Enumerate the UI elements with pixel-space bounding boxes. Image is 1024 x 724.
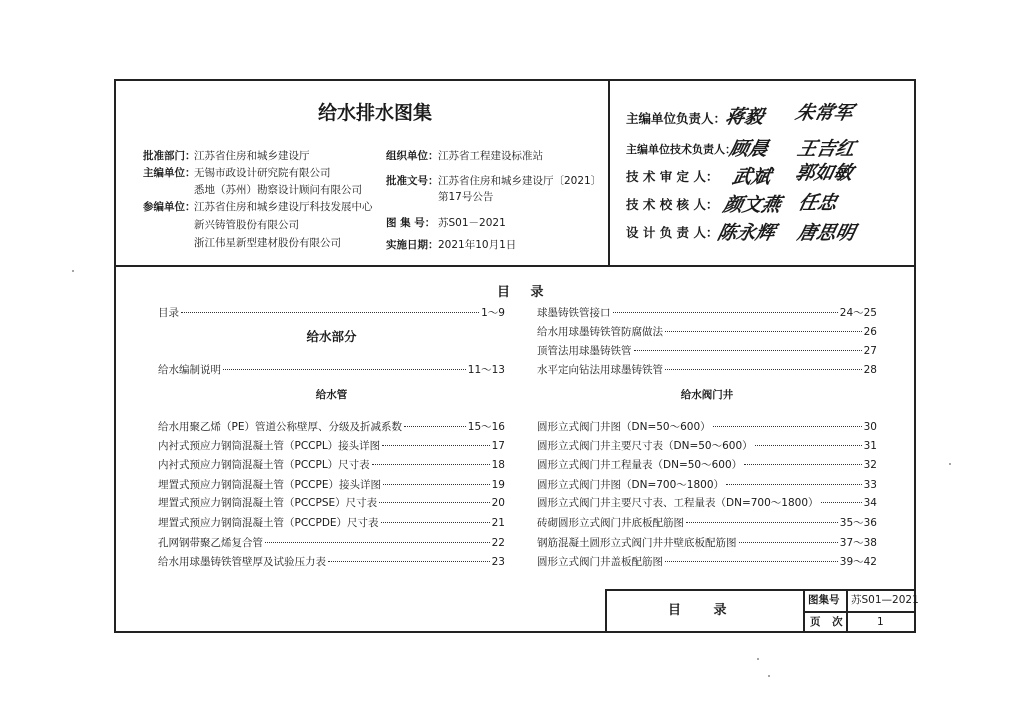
toc-entry-page: 19 [491, 479, 505, 491]
approval-doc-label: 批准文号： [386, 175, 439, 187]
signature-1a: 蒋毅 [723, 106, 767, 128]
toc-leader-dots [404, 426, 466, 427]
chief-unit-label: 主编单位： [143, 167, 196, 179]
toc-entry-page: 22 [491, 537, 505, 549]
toc-entry-label: 圆形立式阀门井盖板配筋图 [537, 556, 663, 568]
toc-entry-page: 39～42 [839, 556, 877, 568]
chief-unit-1: 无锡市政设计研究院有限公司 [194, 167, 331, 179]
toc-leader-dots [181, 312, 479, 313]
toc-leader-dots [328, 561, 490, 562]
toc-leader-dots [372, 464, 490, 465]
toc-entry-label: 圆形立式阀门井主要尺寸表、工程量表（DN=700～1800） [537, 497, 819, 509]
toc-leader-dots [383, 484, 490, 485]
toc-entry [158, 479, 505, 491]
toc-entry-label: 孔网钢带聚乙烯复合管 [158, 537, 263, 549]
signature-5b: 唐思明 [795, 222, 858, 244]
toc-entry-page: 31 [863, 440, 877, 452]
toc-entry-page: 1～9 [481, 307, 505, 319]
atlas-no-value: 苏S01－2021 [438, 217, 506, 229]
toc-leader-dots [665, 331, 862, 332]
toc-entry-page: 37～38 [839, 537, 877, 549]
impl-date-label: 实施日期： [386, 239, 439, 251]
toc-entry-page: 11～13 [467, 364, 505, 376]
toc-entry [537, 326, 877, 338]
impl-date-value: 2021年10月1日 [438, 239, 517, 251]
toc-leader-dots [739, 542, 838, 543]
toc-entry [158, 364, 505, 376]
participant-3: 浙江伟星新型建材股份有限公司 [194, 237, 341, 249]
toc-entry [158, 497, 505, 509]
toc-entry [158, 517, 505, 529]
toc-entry-label: 埋置式预应力钢筒混凝土管（PCCPSE）尺寸表 [158, 497, 378, 509]
toc-entry-page: 21 [491, 517, 505, 529]
signature-2a: 顾晨 [727, 138, 771, 160]
chief-unit-2: 悉地（苏州）勘察设计顾问有限公司 [194, 184, 362, 196]
signature-3a: 武斌 [730, 166, 774, 188]
toc-leader-dots [265, 542, 490, 543]
toc-leader-dots [223, 369, 466, 370]
toc-entry [537, 556, 877, 568]
toc-entry [537, 497, 877, 509]
toc-entry [158, 556, 505, 568]
scan-speck [949, 463, 951, 465]
participant-2: 新兴铸管股份有限公司 [194, 219, 299, 231]
toc-entry [537, 440, 877, 452]
responsible-role-4: 技 术 校 核 人： [626, 197, 719, 212]
toc-subsection-heading: 给水阀门井 [680, 389, 734, 401]
titleblock-name: 目 录 [668, 603, 741, 618]
signature-3b: 郭如敏 [793, 162, 856, 184]
signature-5a: 陈永辉 [715, 222, 778, 244]
toc-entry-label: 圆形立式阀门井图（DN=700～1800） [537, 479, 724, 491]
participant-label: 参编单位： [143, 201, 196, 213]
toc-entry-page: 35～36 [839, 517, 877, 529]
titleblock-page-value: 1 [877, 616, 884, 628]
toc-entry-label: 水平定向钻法用球墨铸铁管 [537, 364, 663, 376]
toc-entry [158, 459, 505, 471]
toc-entry-label: 埋置式预应力钢筒混凝土管（PCCPE）接头详图 [158, 479, 381, 491]
toc-entry-page: 30 [863, 421, 877, 433]
toc-entry [158, 421, 505, 433]
signature-1b: 朱常军 [793, 102, 856, 124]
signature-4a: 颜文燕 [721, 194, 784, 216]
toc-entry-page: 32 [863, 459, 877, 471]
toc-section-heading: 给水部分 [306, 329, 357, 344]
titleblock-row-line [803, 611, 916, 613]
toc-entry-label: 内衬式预应力钢筒混凝土管（PCCPL）接头详图 [158, 440, 381, 452]
responsible-role-2: 主编单位技术负责人： [626, 143, 736, 156]
toc-entry-page: 34 [863, 497, 877, 509]
toc-entry [158, 307, 505, 319]
approval-doc-value-2: 第17号公告 [438, 191, 494, 203]
toc-entry-page: 23 [491, 556, 505, 568]
toc-heading: 目 录 [497, 285, 552, 300]
toc-entry-page: 26 [863, 326, 877, 338]
responsible-role-3: 技 术 审 定 人： [626, 169, 719, 184]
approval-value: 江苏省住房和城乡建设厅 [194, 150, 310, 162]
toc-entry [537, 421, 877, 433]
scan-speck [757, 658, 759, 660]
header-divider [114, 265, 916, 267]
titleblock-page-label: 页 次 [810, 616, 847, 628]
toc-entry-page: 27 [863, 345, 877, 357]
toc-entry [158, 440, 505, 452]
toc-entry-label: 顶管法用球墨铸铁管 [537, 345, 632, 357]
toc-entry-label: 埋置式预应力钢筒混凝土管（PCCPDE）尺寸表 [158, 517, 379, 529]
toc-leader-dots [726, 484, 862, 485]
toc-leader-dots [382, 445, 489, 446]
scan-speck [768, 675, 770, 677]
toc-entry [537, 364, 877, 376]
toc-entry [537, 537, 877, 549]
scan-speck [72, 270, 74, 272]
toc-leader-dots [821, 502, 862, 503]
toc-entry-label: 给水用球墨铸铁管防腐做法 [537, 326, 663, 338]
toc-entry-page: 24～25 [839, 307, 877, 319]
responsible-role-5: 设 计 负 责 人： [626, 225, 719, 240]
header-vertical-divider [608, 79, 610, 267]
toc-entry-label: 球墨铸铁管接口 [537, 307, 611, 319]
titleblock-atlas-label: 图集号 [808, 594, 840, 606]
toc-leader-dots [686, 522, 838, 523]
toc-leader-dots [665, 369, 862, 370]
toc-entry [537, 459, 877, 471]
toc-entry-label: 圆形立式阀门井主要尺寸表（DN=50～600） [537, 440, 753, 452]
toc-entry-label: 目录 [158, 307, 179, 319]
toc-leader-dots [665, 561, 838, 562]
toc-entry-label: 圆形立式阀门井图（DN=50～600） [537, 421, 711, 433]
titleblock-top-line [605, 589, 916, 591]
titleblock-atlas-value: 苏S01—2021 [851, 594, 919, 606]
atlas-no-label: 图 集 号： [386, 217, 436, 229]
toc-entry [537, 307, 877, 319]
toc-entry-page: 18 [491, 459, 505, 471]
toc-leader-dots [744, 464, 861, 465]
toc-entry-label: 给水用球墨铸铁管壁厚及试验压力表 [158, 556, 326, 568]
toc-entry-label: 砖砌圆形立式阀门井底板配筋图 [537, 517, 684, 529]
toc-entry-label: 给水用聚乙烯（PE）管道公称壁厚、分级及折减系数 [158, 421, 402, 433]
toc-entry-label: 给水编制说明 [158, 364, 221, 376]
signature-2b: 王吉红 [795, 138, 858, 160]
toc-entry [537, 517, 877, 529]
toc-entry-page: 20 [491, 497, 505, 509]
toc-entry [158, 537, 505, 549]
approval-label: 批准部门： [143, 150, 196, 162]
toc-entry-page: 17 [491, 440, 505, 452]
responsible-role-1: 主编单位负责人： [626, 111, 727, 126]
titleblock-left-line [605, 589, 607, 633]
toc-leader-dots [379, 502, 489, 503]
toc-entry-label: 内衬式预应力钢筒混凝土管（PCCPL）尺寸表 [158, 459, 370, 471]
org-label: 组织单位： [386, 150, 439, 162]
signature-4b: 任忠 [796, 192, 840, 214]
toc-subsection-heading: 给水管 [315, 389, 348, 401]
toc-leader-dots [613, 312, 838, 313]
approval-doc-value: 江苏省住房和城乡建设厅〔2021〕 [438, 175, 602, 187]
toc-entry-page: 28 [863, 364, 877, 376]
page-title: 给水排水图集 [318, 102, 433, 124]
toc-leader-dots [755, 445, 862, 446]
toc-entry-label: 钢筋混凝土圆形立式阀门井井壁底板配筋图 [537, 537, 737, 549]
toc-leader-dots [381, 522, 490, 523]
org-value: 江苏省工程建设标准站 [438, 150, 543, 162]
toc-entry-label: 圆形立式阀门井工程量表（DN=50～600） [537, 459, 743, 471]
toc-leader-dots [634, 350, 862, 351]
toc-entry-page: 15～16 [467, 421, 505, 433]
toc-leader-dots [713, 426, 862, 427]
toc-entry-page: 33 [863, 479, 877, 491]
toc-entry [537, 345, 877, 357]
participant-1: 江苏省住房和城乡建设厅科技发展中心 [194, 201, 373, 213]
toc-entry [537, 479, 877, 491]
